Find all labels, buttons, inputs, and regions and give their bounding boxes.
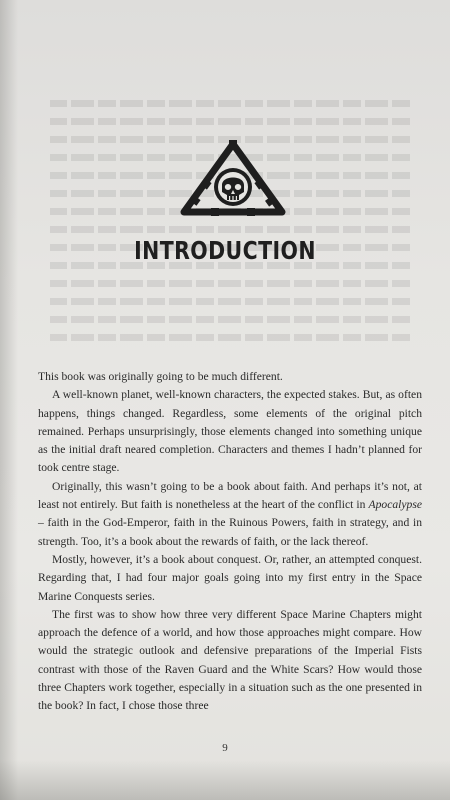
paragraph: [38, 478, 422, 551]
chapter-title: INTRODUCTION: [134, 236, 316, 265]
paragraph: The first was to show how three very different Space Marine Chapters might approach the defence of a world, and how those approaches might compare. How would the strategic outlook and defensive preparations of the Imperial Fists contrast with those of the Raven Guard and the White Scars? How would those three Chapters work together, especially in a situation such as the one presented in the book? In fact, I chose those three: [38, 607, 422, 713]
italic-title: Apocalypse: [368, 498, 422, 512]
page-bottom-shadow: [0, 760, 450, 800]
page-number: 9: [222, 742, 228, 754]
paragraph: A well-known planet, well-known characters, the expected stakes. But, as often happens, things changed. Regardless, some elements of the original pitch remained. Perhaps unsurprisingly, those elements changed into something unique as the initial draft neared completion. Characters and themes I hadn’t planned for took centre stage.: [38, 388, 422, 475]
body-text: [38, 368, 422, 716]
paragraph-text: Originally, this wasn’t going to be a book about faith. And perhaps it’s not, at least not entirely. But faith is nonetheless at the heart of the conflict in: [38, 479, 422, 512]
imperial-skull-cog-icon: [178, 140, 288, 218]
paragraph: This book was originally going to be much different.: [38, 370, 283, 383]
paragraph-text: – faith in the God-Emperor, faith in the Ruinous Powers, faith in strategy, and in strength. Too, it’s a book about the rewards of faith, or the lack thereof.: [38, 516, 422, 548]
paragraph: Mostly, however, it’s a book about conquest. Or, rather, an attempted conquest. Regarding that, I had four major goals going into my first entry in the Space Marine Conquests series.: [38, 552, 422, 603]
page-gutter-shadow: [0, 0, 18, 800]
